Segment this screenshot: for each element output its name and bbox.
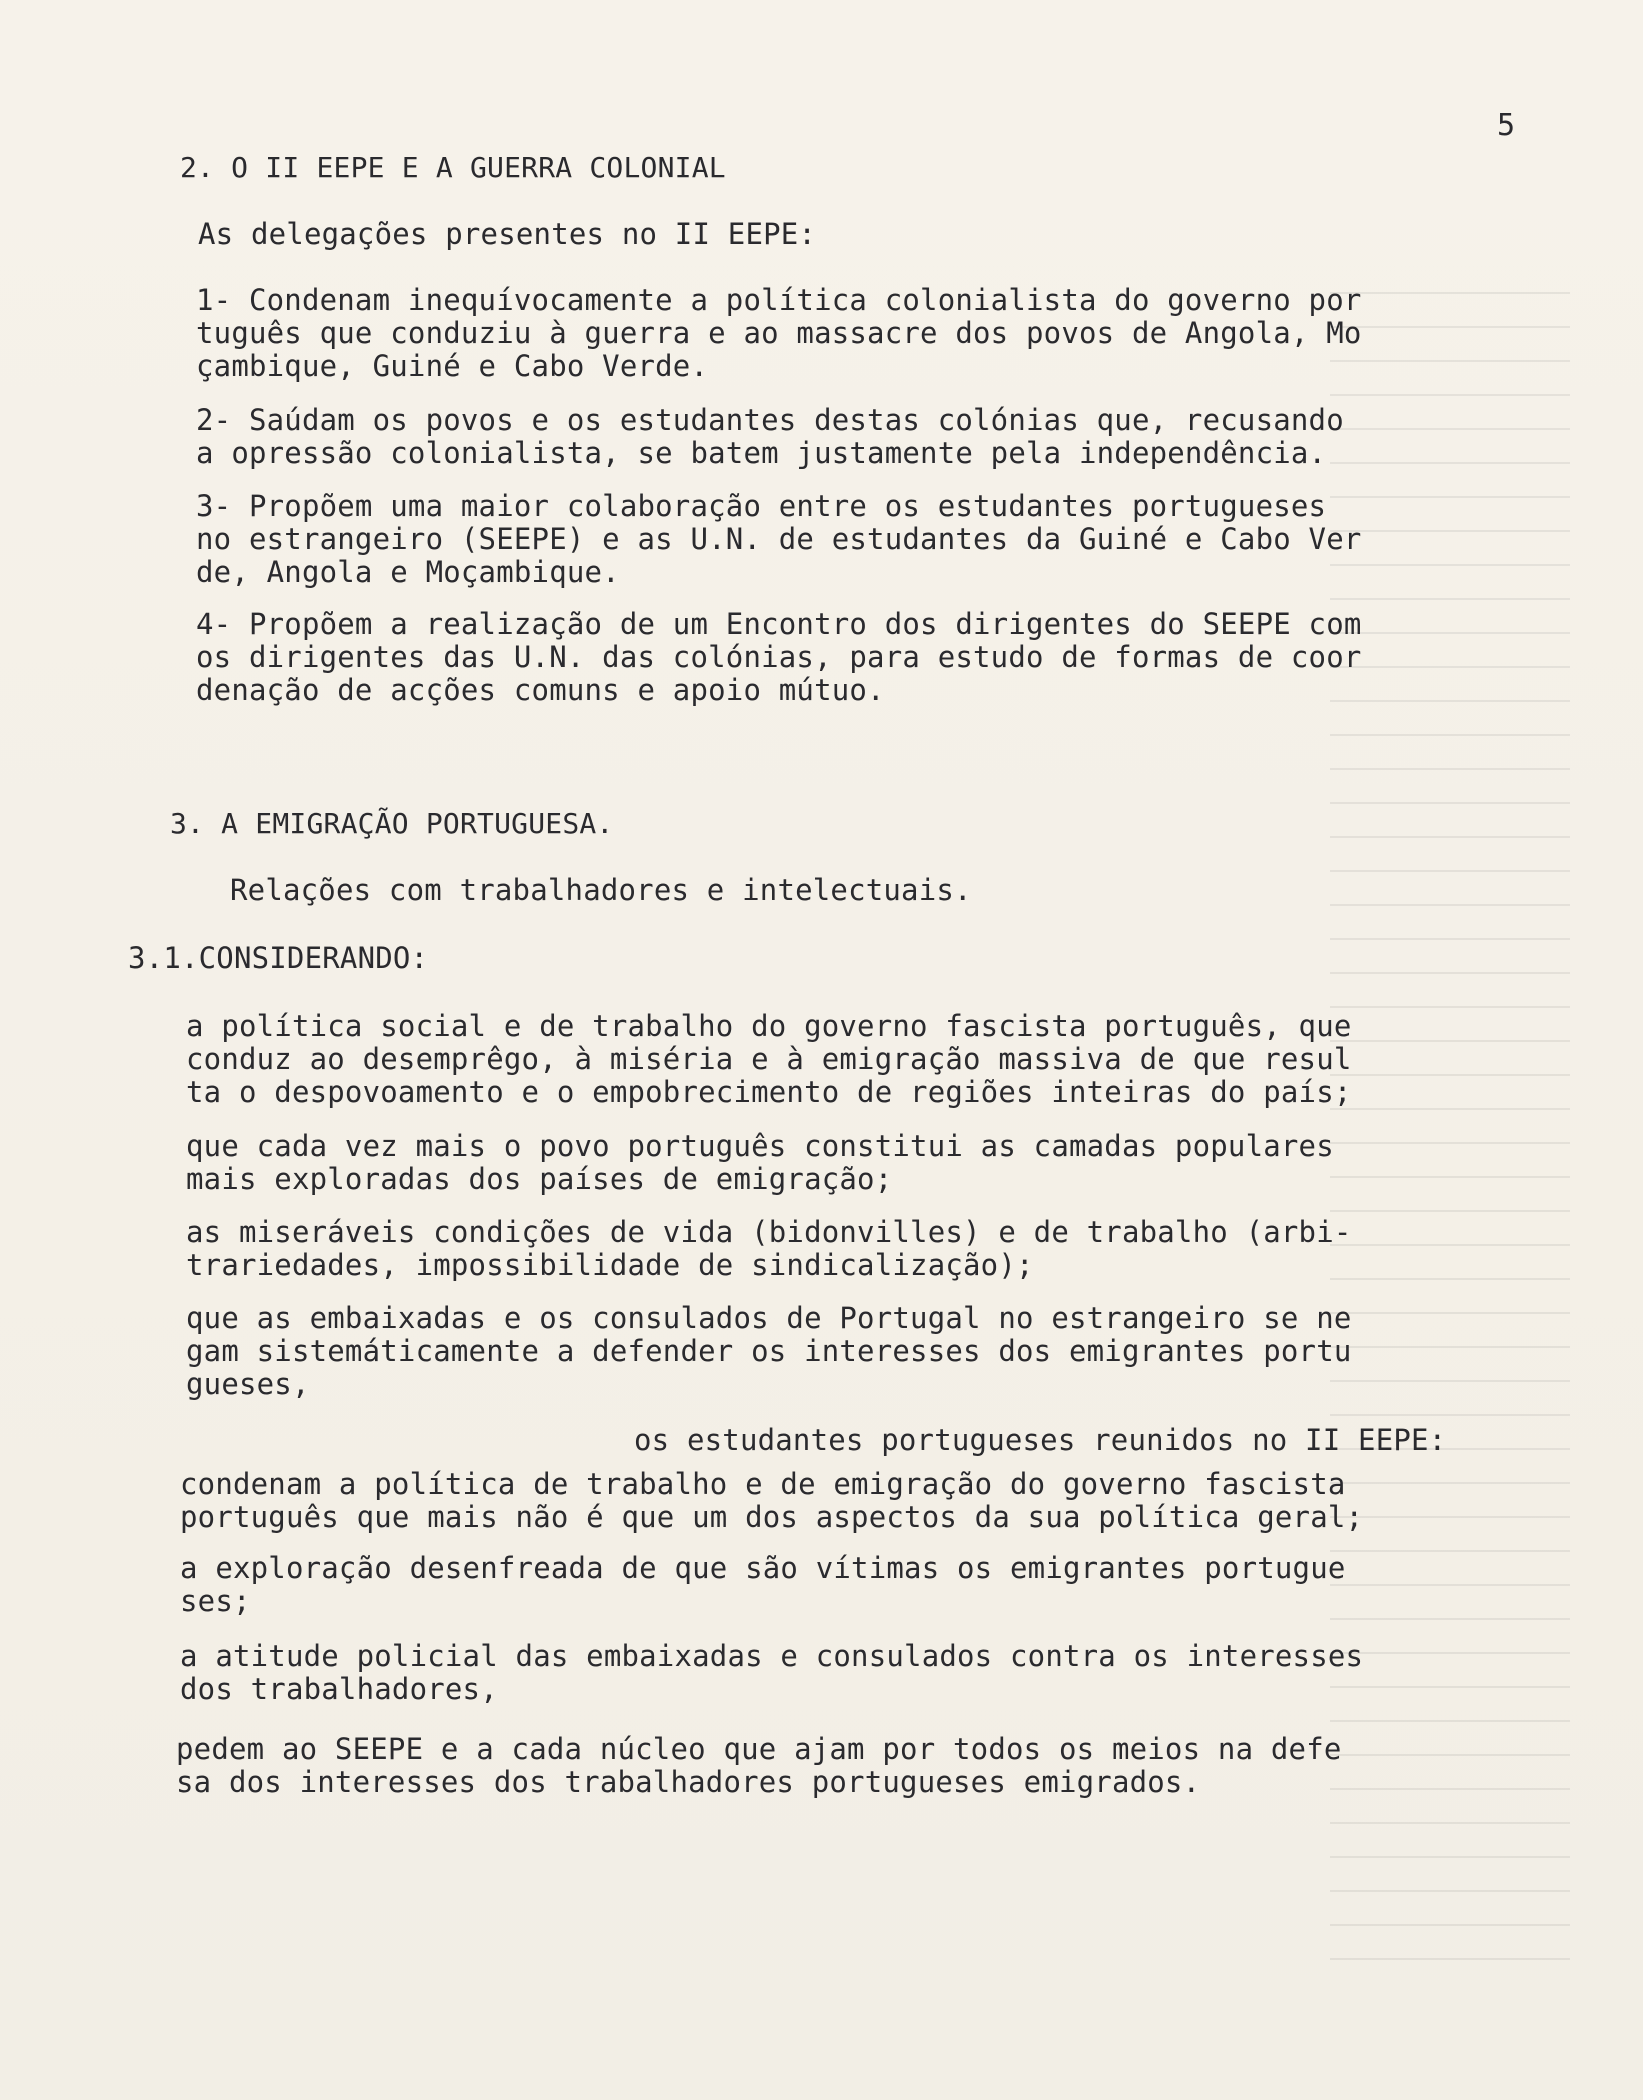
section-2-intro: As delegações presentes no II EEPE: [198,217,817,251]
request-line-1: pedem ao SEEPE e a cada núcleo que ajam por todos os meios na defe [176,1732,1342,1766]
item-2-line-1: 2- Saúdam os povos e os estudantes destas colónias que, recusando [196,403,1344,437]
condemn-1-line-1: condenam a política de trabalho e de emigração do governo fascista [180,1467,1346,1501]
condemn-3-line-2: dos trabalhadores, [180,1672,498,1706]
bleed-through-texture [1330,270,1570,1970]
item-2-line-2: a opressão colonialista, se batem justamente pela independência. [196,436,1327,470]
section-2-heading: 2. O II EEPE E A GUERRA COLONIAL [180,151,726,184]
item-4-line-1: 4- Propõem a realização de um Encontro dos dirigentes do SEEPE com [196,607,1362,641]
condemn-2-line-1: a exploração desenfreada de que são vítimas os emigrantes portugue [180,1551,1346,1585]
consideration-2-line-1: que cada vez mais o povo português constitui as camadas populares [186,1129,1334,1163]
request-line-2: sa dos interesses dos trabalhadores portugueses emigrados. [176,1765,1201,1799]
item-4-line-2: os dirigentes das U.N. das colónias, para estudo de formas de coor [196,640,1362,674]
consideration-3-line-1: as miseráveis condições de vida (bidonvilles) e de trabalho (arbi- [186,1215,1352,1249]
considerando-heading: 3.1.CONSIDERANDO: [128,941,429,975]
section-3-subheading: Relações com trabalhadores e intelectuais. [230,873,972,907]
consideration-3-line-2: trariedades, impossibilidade de sindicalização); [186,1248,1034,1282]
item-1-line-2: tuguês que conduziu à guerra e ao massacre dos povos de Angola, Mo [196,316,1362,350]
section-3-heading: 3. A EMIGRAÇÃO PORTUGUESA. [170,807,614,840]
consideration-4-line-2: gam sistemáticamente a defender os interesses dos emigrantes portu [186,1334,1352,1368]
item-3-line-3: de, Angola e Moçambique. [196,555,620,589]
consideration-4-line-1: que as embaixadas e os consulados de Portugal no estrangeiro se ne [186,1301,1352,1335]
consideration-2-line-2: mais exploradas dos países de emigração; [186,1162,893,1196]
item-3-line-2: no estrangeiro (SEEPE) e as U.N. de estudantes da Guiné e Cabo Ver [196,522,1362,556]
page-number: 5 [1497,108,1516,143]
consideration-1-line-3: ta o despovoamento e o empobrecimento de regiões inteiras do país; [186,1075,1352,1109]
students-line: os estudantes portugueses reunidos no II EEPE: [634,1423,1447,1457]
consideration-1-line-2: conduz ao desemprêgo, à miséria e à emigração massiva de que resul [186,1042,1352,1076]
item-3-line-1: 3- Propõem uma maior colaboração entre os estudantes portugueses [196,489,1327,523]
condemn-2-line-2: ses; [180,1584,251,1618]
item-1-line-3: çambique, Guiné e Cabo Verde. [196,349,709,383]
condemn-1-line-2: português que mais não é que um dos aspectos da sua política geral; [180,1500,1364,1534]
consideration-4-line-3: gueses, [186,1367,310,1401]
consideration-1-line-1: a política social e de trabalho do governo fascista português, que [186,1009,1352,1043]
item-4-line-3: denação de acções comuns e apoio mútuo. [196,673,885,707]
item-1-line-1: 1- Condenam inequívocamente a política colonialista do governo por [196,283,1362,317]
condemn-3-line-1: a atitude policial das embaixadas e consulados contra os interesses [180,1639,1364,1673]
